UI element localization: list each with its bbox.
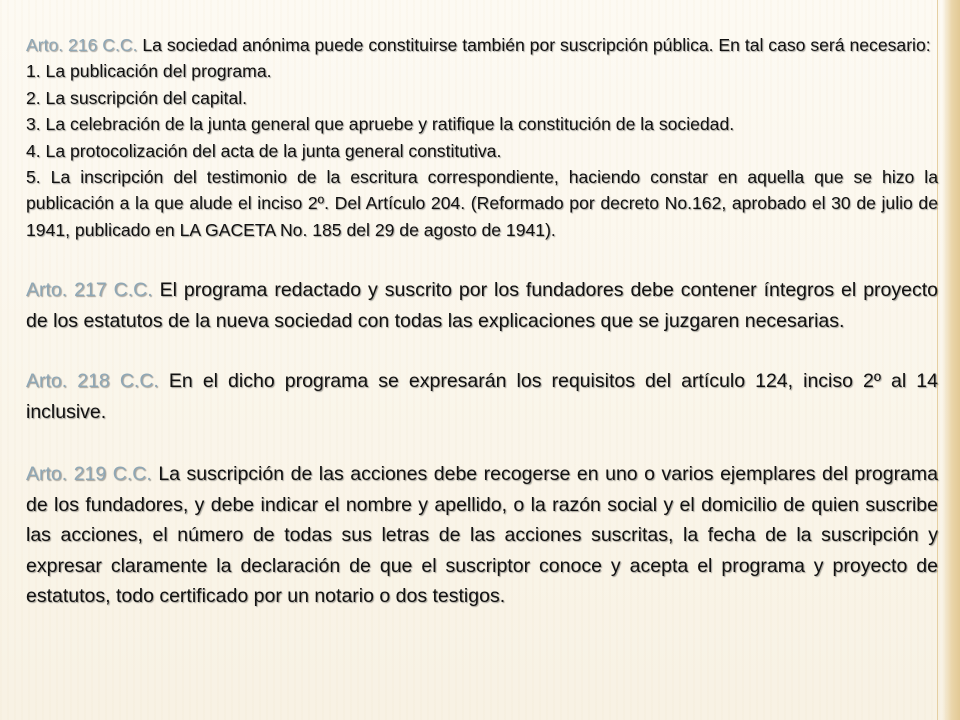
article-216	[26, 32, 938, 243]
article-219	[26, 459, 938, 612]
article-216-item-5: 5. La inscripción del testimonio de la escritura correspondiente, haciendo constar en aquella que se hizo la publicación a la que alude el inciso 2º. Del Artículo 204. (Reformado por decreto No.162, aprobado el 30 de julio de 1941, publicado en LA GACETA No. 185 del 29 de agosto de 1941).	[26, 167, 938, 240]
article-216-item-4: 4. La protocolización del acta de la junta general constitutiva.	[26, 140, 502, 161]
article-216-intro	[26, 32, 938, 58]
article-216-ref: Arto. 216 C.C.	[26, 35, 138, 55]
article-216-intro-text: La sociedad anónima puede constituirse también por suscripción pública. En tal caso será necesario:	[142, 35, 931, 55]
article-218-ref: Arto. 218 C.C.	[26, 370, 159, 393]
border-band	[942, 0, 960, 720]
article-219-text: La suscripción de las acciones debe recogerse en uno o varios ejemplares del programa de los fundadores, y debe indicar el nombre y apellido, o la razón social y el domicilio de quien suscribe las acciones, el número de todas sus letras de las acciones suscritas, la fecha de la suscripción y expresar claramente la declaración de que el suscriptor conoce y acepta el programa y proyecto de estatutos, todo certificado por un notario o dos testigos.	[26, 463, 938, 608]
article-217-ref: Arto. 217 C.C.	[26, 279, 153, 302]
article-216-item-2: 2. La suscripción del capital.	[26, 87, 248, 108]
article-216-item-1: 1. La publicación del programa.	[26, 61, 272, 82]
article-218-text: En el dicho programa se expresarán los requisitos del artículo 124, inciso 2º al 14 inclusive.	[26, 370, 938, 423]
article-217-text: El programa redactado y suscrito por los fundadores debe contener íntegros el proyecto de los estatutos de la nueva sociedad con todas las explicaciones que se juzgaren necesarias.	[26, 279, 938, 332]
slide-content	[26, 32, 938, 612]
article-219-ref: Arto. 219 C.C.	[26, 463, 152, 486]
article-217	[26, 275, 938, 336]
article-216-item-3: 3. La celebración de la junta general que apruebe y ratifique la constitución de la sociedad.	[26, 114, 735, 135]
article-218	[26, 366, 938, 427]
